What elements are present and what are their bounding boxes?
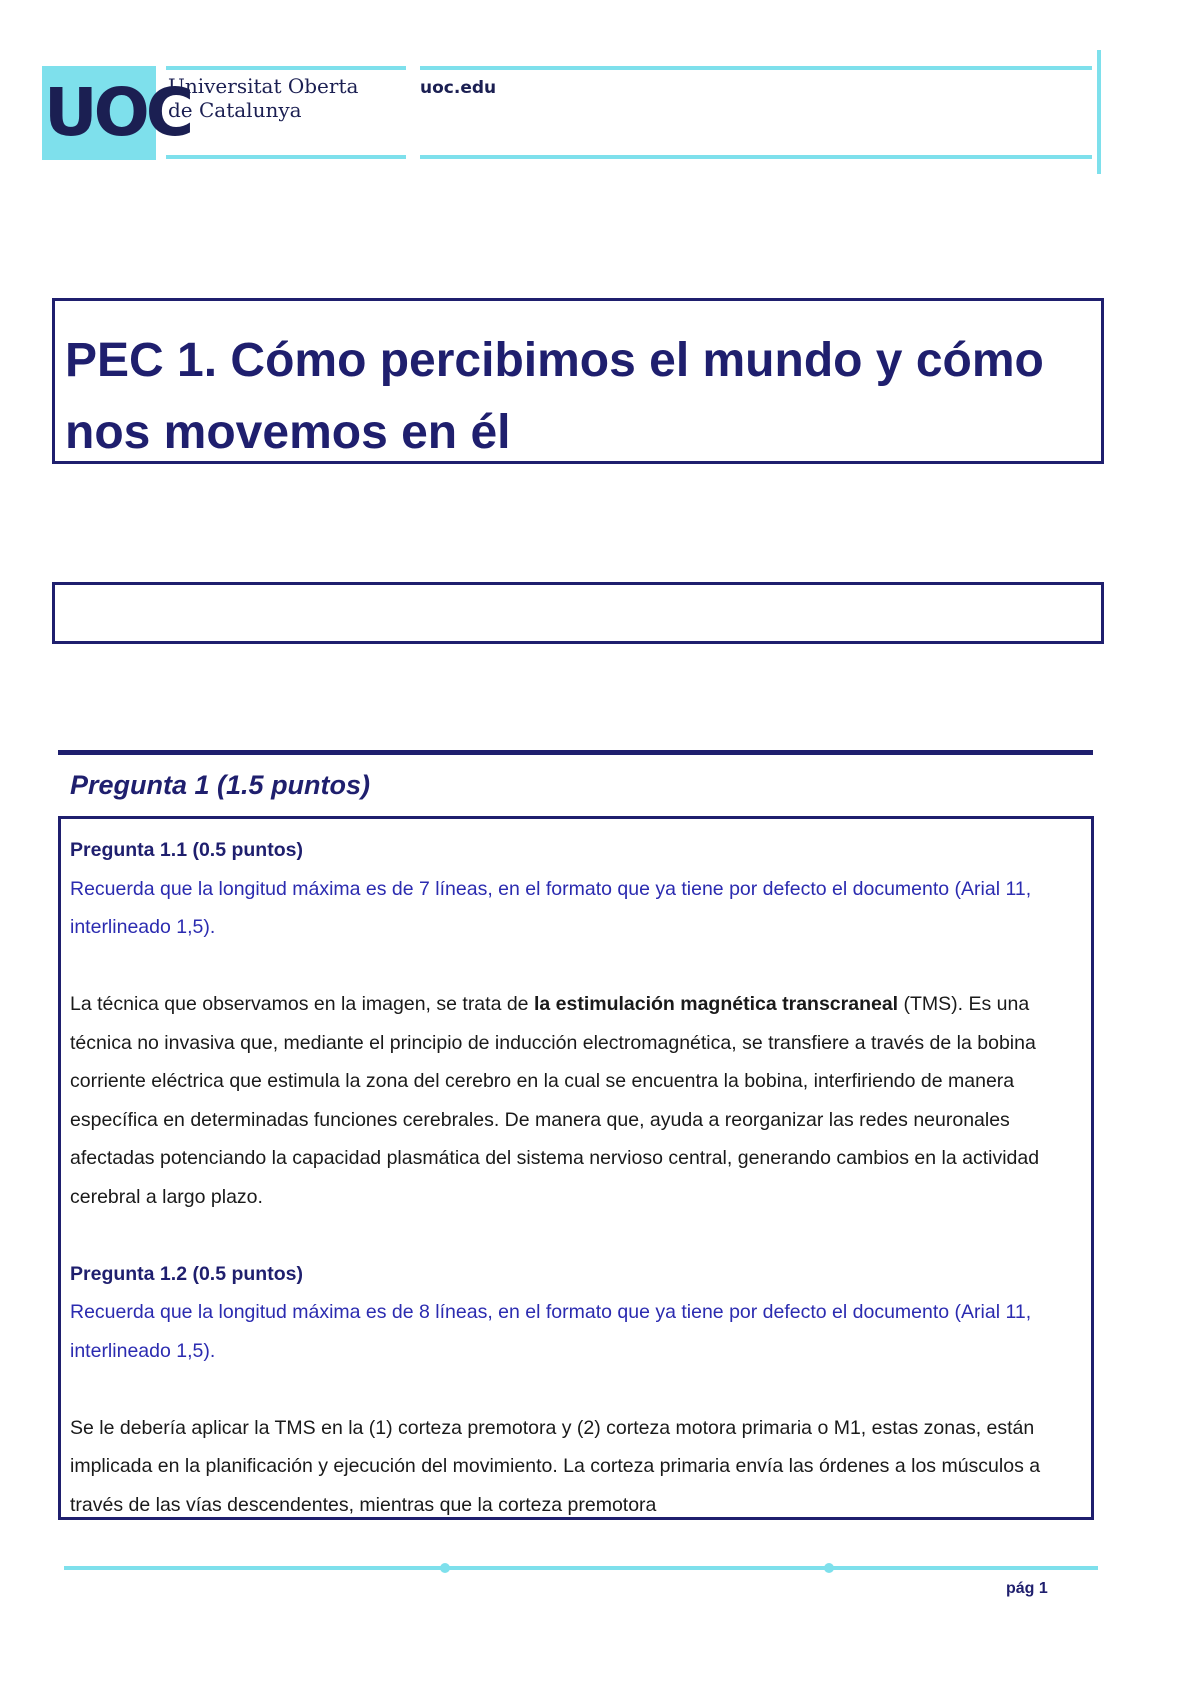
document-title: PEC 1. Cómo percibimos el mundo y cómo nos movemos en él bbox=[65, 334, 1044, 459]
answer-box bbox=[58, 816, 1094, 1520]
q1-1-answer bbox=[70, 985, 1083, 1216]
q1-1-instruction: Recuerda que la longitud máxima es de 7 líneas, en el formato que ya tiene por defecto el documento (Arial 11, interlineado 1,5). bbox=[70, 877, 1032, 938]
q1-1-answer-rest: (TMS). Es una técnica no invasiva que, mediante el principio de inducción electromagnética, se transfiere a través de la bobina corriente eléctrica que estimula la zona del cerebro en la cual se encuentra la bobina, interfiriendo de manera específica en determinadas funciones cerebrales. De manera que, ayuda a reorganizar las redes neuronales afectadas potenciando la capacidad plasmática del sistema nervioso central, generando cambios en la actividad cerebral a largo plazo. bbox=[70, 993, 1040, 1208]
q1-2-answer: Se le debería aplicar la TMS en la (1) corteza premotora y (2) corteza motora primaria o M1, estas zonas, están implicada en la planificación y ejecución del movimiento. La corteza primaria envía las órdenes a los músculos a través de las vías descendentes, mientras que la corteza premotora bbox=[70, 1416, 1041, 1516]
spacer bbox=[70, 1370, 1083, 1409]
university-line-1: Universitat Oberta bbox=[168, 74, 359, 98]
header-rule-bottom-right bbox=[420, 155, 1092, 159]
university-name bbox=[168, 74, 358, 122]
q1-2-instruction: Recuerda que la longitud máxima es de 8 líneas, en el formato que ya tiene por defecto el documento (Arial 11, interlineado 1,5). bbox=[70, 1301, 1032, 1362]
header-rule-top-right bbox=[420, 66, 1092, 70]
q1-2-title: Pregunta 1.2 (0.5 puntos) bbox=[70, 1262, 303, 1285]
header-rule-bottom-left bbox=[166, 155, 406, 159]
spacer bbox=[70, 1216, 1083, 1255]
uoc-logo bbox=[42, 66, 191, 160]
logo-text: UOC bbox=[44, 74, 191, 151]
question-heading: Pregunta 1 (1.5 puntos) bbox=[70, 770, 371, 800]
page-number: pág 1 bbox=[1006, 1580, 1048, 1597]
university-line-2: de Catalunya bbox=[168, 98, 302, 122]
header-url[interactable]: uoc.edu bbox=[420, 78, 497, 98]
q1-1-answer-bold: la estimulación magnética transcraneal bbox=[533, 993, 899, 1015]
footer-rule bbox=[64, 1566, 1098, 1570]
footer-dot bbox=[824, 1563, 834, 1573]
header-rule-top-left bbox=[166, 66, 406, 70]
title-box bbox=[52, 298, 1104, 464]
q1-1-answer-intro: La técnica que observamos en la imagen, se trata de bbox=[70, 993, 534, 1015]
question-rule bbox=[58, 750, 1093, 755]
name-box bbox=[52, 582, 1104, 644]
q1-1-title: Pregunta 1.1 (0.5 puntos) bbox=[70, 839, 303, 861]
header-rule-vertical bbox=[1097, 50, 1101, 174]
footer-dot bbox=[440, 1563, 450, 1573]
spacer bbox=[70, 947, 1083, 986]
